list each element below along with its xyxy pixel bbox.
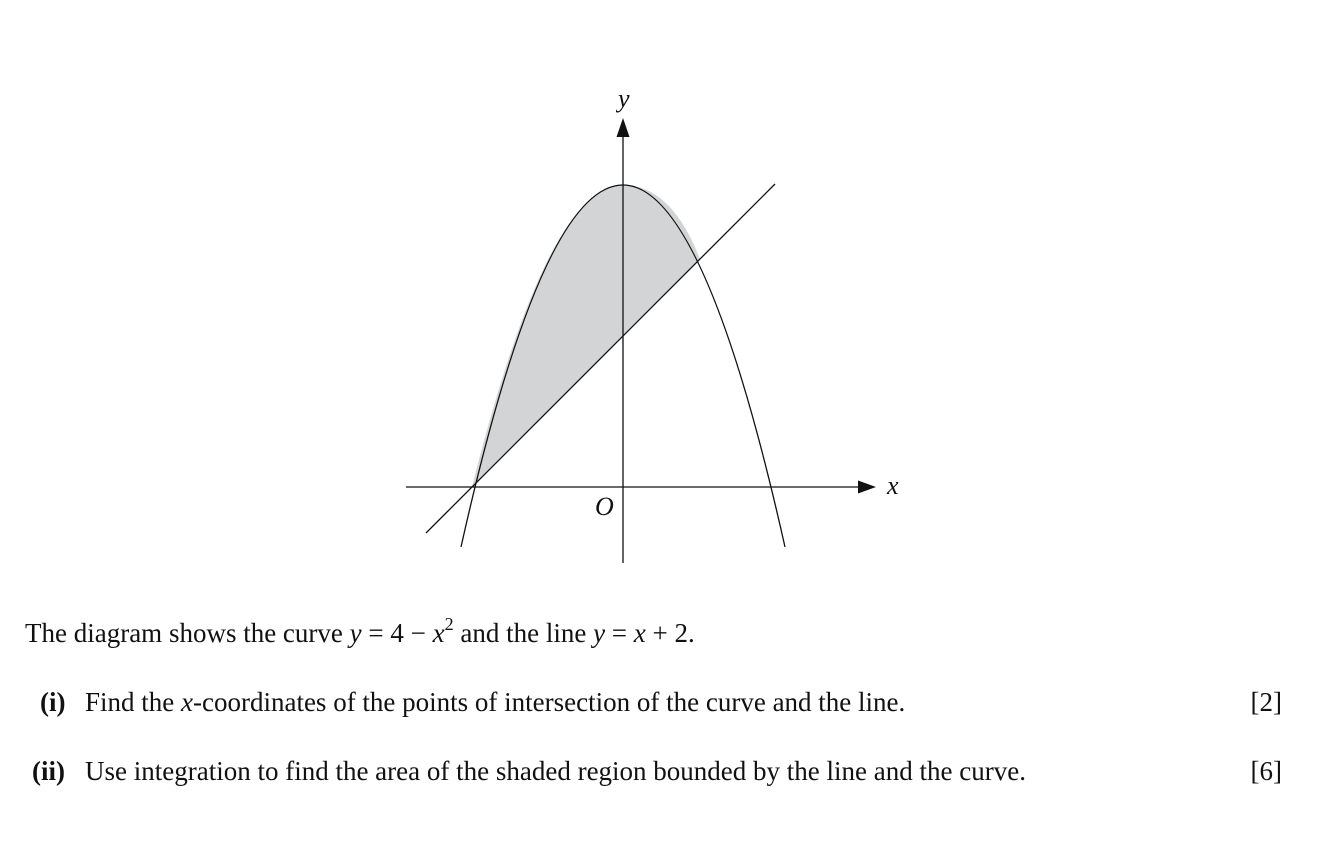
- curve-mid: = 4 −: [361, 618, 433, 648]
- part-text-after: -coordinates of the points of intersection of the curve and the line.: [193, 687, 906, 717]
- shaded-region: [472, 185, 700, 487]
- marks-allocation: [2]: [1250, 687, 1282, 717]
- curve-exponent: 2: [444, 614, 454, 634]
- question-part-ii: [0, 755, 1334, 787]
- part-number: (ii): [32, 756, 65, 786]
- y-axis-arrowhead: [617, 118, 630, 137]
- part-number: (i): [40, 687, 66, 717]
- question-intro: [25, 614, 695, 649]
- marks-allocation: [6]: [1250, 756, 1282, 786]
- y-axis-label: y: [618, 84, 630, 113]
- line-end: + 2.: [645, 618, 695, 648]
- line-mid: =: [605, 618, 634, 648]
- curve-x-var: x: [432, 618, 445, 648]
- part-text: Use integration to find the area of the shaded region bounded by the line and the curve.: [85, 756, 1026, 786]
- x-axis-label: x: [887, 471, 899, 500]
- intro-middle: and the line: [453, 618, 594, 648]
- part-text-var: x: [181, 687, 193, 717]
- intro-prefix: The diagram shows the curve: [25, 618, 350, 648]
- x-axis-arrowhead: [858, 481, 876, 494]
- question-part-i: [0, 686, 1334, 718]
- part-text: [85, 686, 905, 718]
- line-x-var: x: [633, 618, 646, 648]
- part-text-before: Find the: [85, 687, 182, 717]
- curve-y-var: y: [349, 618, 362, 648]
- origin-label: O: [595, 492, 614, 521]
- line-y-var: y: [593, 618, 606, 648]
